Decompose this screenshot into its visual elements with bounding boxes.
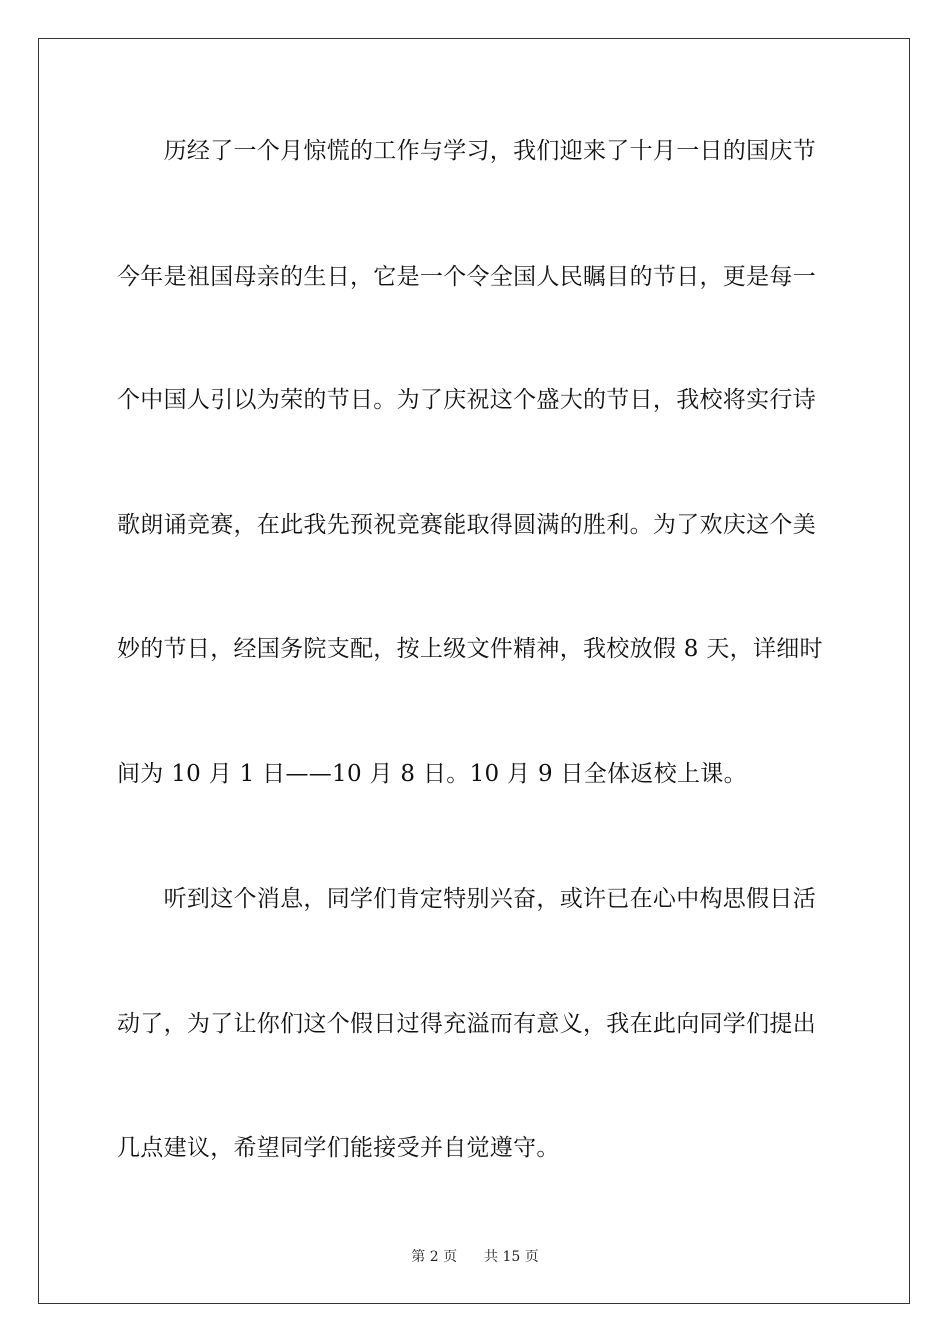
paragraph-line: 今年是祖国母亲的生日，它是一个令全国人民瞩目的节日，更是每一	[117, 264, 816, 290]
paragraph-line: 妙的节日，经国务院支配，按上级文件精神，我校放假 8 天，详细时	[117, 636, 823, 662]
paragraph-line: 间为 10 月 1 日——10 月 8 日。10 月 9 日全体返校上课。	[117, 761, 747, 787]
paragraph-line: 动了，为了让你们这个假日过得充溢而有意义，我在此向同学们提出	[117, 1011, 816, 1037]
paragraph-line: 歌朗诵竞赛，在此我先预祝竞赛能取得圆满的胜利。为了欢庆这个美	[117, 512, 816, 538]
page-border	[38, 38, 910, 1304]
page-total: 共 15 页	[484, 1249, 539, 1265]
paragraph-line: 听到这个消息，同学们肯定特别兴奋，或许已在心中构思假日活	[117, 886, 816, 912]
page-footer	[0, 1247, 950, 1267]
page-number: 第 2 页	[411, 1249, 458, 1265]
paragraph-line: 几点建议，希望同学们能接受并自觉遵守。	[117, 1135, 560, 1161]
paragraph-line: 历经了一个月惊慌的工作与学习，我们迎来了十月一日的国庆节	[117, 138, 816, 164]
paragraph-line: 个中国人引以为荣的节日。为了庆祝这个盛大的节日，我校将实行诗	[117, 387, 816, 413]
